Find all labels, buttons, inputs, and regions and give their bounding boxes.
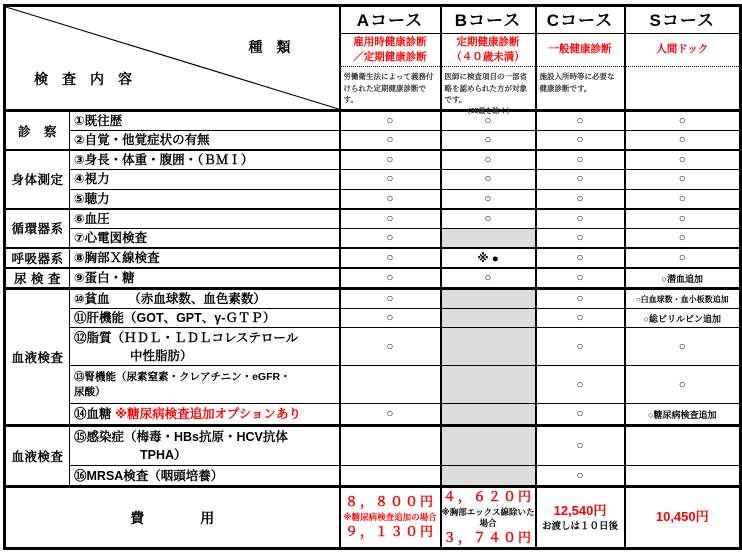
cell-b: ○ xyxy=(441,189,536,209)
table-row-16 xyxy=(5,466,741,487)
course-a-description: 労働衛生法によって義務付けられた定期健康診断です。 xyxy=(343,72,434,105)
cell-b-shaded xyxy=(441,404,536,426)
cell-a xyxy=(340,426,441,466)
cell-c: ○ xyxy=(536,248,625,268)
cell-s: ○ xyxy=(625,111,741,131)
category-kokyukikei: 呼吸器系 xyxy=(5,248,70,268)
course-b-header xyxy=(441,6,536,115)
cell-a: ○ xyxy=(340,309,441,328)
fee-c-price: 12,540円 xyxy=(553,502,607,518)
table-row-10 xyxy=(5,289,741,309)
exam-item-label: ⑪肝機能（GOT、GPT、γ-ＧＴＰ） xyxy=(70,309,340,328)
table-row-15 xyxy=(5,426,741,466)
fee-c-note: お渡しは１０日後 xyxy=(541,520,618,532)
exam-item-label: ⑧胸部Ｘ線検査 xyxy=(70,248,340,268)
fee-course-s xyxy=(625,487,741,549)
cell-a: ○ xyxy=(340,248,441,268)
cell-b: ○ xyxy=(441,209,536,229)
course-b-subtitle: 定期健康診断 （４０歳未満） xyxy=(442,34,535,67)
course-s-name: Sコース xyxy=(626,7,740,34)
cell-a: ○ xyxy=(340,150,441,170)
exam-item-label: ③身長・体重・腹囲・（ＢＭＩ） xyxy=(70,150,340,170)
cell-a xyxy=(340,366,441,404)
exam-item-label: ⑦心電図検査 xyxy=(70,228,340,248)
course-b-description-note: （35歳を除く） xyxy=(463,107,514,115)
exam-item-label: ⑥血圧 xyxy=(70,209,340,229)
table-row-2 xyxy=(5,131,741,151)
cell-b-shaded xyxy=(441,228,536,248)
fee-b-note: ※胸部エックス線除いた場合 xyxy=(441,506,535,528)
course-s-header xyxy=(625,6,741,111)
exam-item-label: ⑫脂質（ＨＤＬ・ＬＤＬコレステロール 中性脂肪） xyxy=(70,328,340,366)
fee-b-price: ４，６２０円 xyxy=(442,488,533,504)
cell-s: ○ xyxy=(625,189,741,209)
fee-row xyxy=(5,487,741,549)
cell-a xyxy=(340,466,441,487)
cell-a: ○ xyxy=(340,268,441,289)
fee-row-label: 費 用 xyxy=(5,487,340,549)
category-ketsueki-kensa-1: 血液検査 xyxy=(5,289,70,426)
cell-b-shaded xyxy=(441,309,536,328)
cell-b: ○ xyxy=(441,268,536,289)
cell-a: ○ xyxy=(340,228,441,248)
cell-b-shaded xyxy=(441,328,536,366)
table-row-14 xyxy=(5,404,741,426)
exam-item-label: ⑩貧血 （赤血球数、血色素数） xyxy=(70,289,340,309)
cell-b-shaded xyxy=(441,466,536,487)
fee-course-c xyxy=(536,487,625,549)
category-ketsueki-kensa-2: 血液検査 xyxy=(5,426,70,487)
cell-c: ○ xyxy=(536,131,625,151)
exam-item-label: ④視力 xyxy=(70,170,340,189)
category-shintai-sokutei: 身体測定 xyxy=(5,150,70,208)
table-row-5 xyxy=(5,189,741,209)
cell-b: ※ ● xyxy=(441,248,536,268)
cell-a: ○ xyxy=(340,131,441,151)
cell-s: ○ xyxy=(625,131,741,151)
course-c-header xyxy=(536,6,625,111)
course-a-subtitle: 雇用時健康診断 ／定期健康診断 xyxy=(341,34,440,67)
cell-c: ○ xyxy=(536,309,625,328)
fee-course-a xyxy=(340,487,441,549)
cell-c: ○ xyxy=(536,209,625,229)
cell-b-shaded xyxy=(441,426,536,466)
course-s-subtitle: 人間ドック xyxy=(626,34,740,67)
category-junkankikei: 循環器系 xyxy=(5,209,70,248)
cell-s: ○ xyxy=(625,170,741,189)
cell-s-note: ○潜血追加 xyxy=(625,268,741,289)
cell-s-note: ○白血球数・血小板数追加 xyxy=(625,289,741,309)
table-row-6 xyxy=(5,209,741,229)
cell-s: ○ xyxy=(625,328,741,366)
exam-item-label: ⑤聴力 xyxy=(70,189,340,209)
exam-item-label: ②自覚・他覚症状の有無 xyxy=(70,131,340,151)
diabetes-option-note: ※糖尿病検査追加オプションあり xyxy=(114,407,302,422)
course-s-description xyxy=(626,67,740,109)
cell-c: ○ xyxy=(536,404,625,426)
course-c-name: Cコース xyxy=(537,7,624,34)
table-row-11 xyxy=(5,309,741,328)
cell-s: ○ xyxy=(625,228,741,248)
exam-item-label: ①既往歴 xyxy=(70,111,340,131)
fee-b-price-alt: ３，７４０円 xyxy=(442,529,533,545)
cell-s: ○ xyxy=(625,366,741,404)
header-row xyxy=(5,6,741,111)
cell-b-shaded xyxy=(441,366,536,404)
exam-item-label: ⑨蛋白・糖 xyxy=(70,268,340,289)
table-row-13 xyxy=(5,366,741,404)
cell-a: ○ xyxy=(340,170,441,189)
table-row-3 xyxy=(5,150,741,170)
cell-b-shaded xyxy=(441,289,536,309)
table-row-7 xyxy=(5,228,741,248)
cell-s: ○ xyxy=(625,150,741,170)
cell-s-note: ○糖尿病検査追加 xyxy=(625,404,741,426)
cell-a: ○ xyxy=(340,189,441,209)
course-a-header xyxy=(340,6,441,111)
table-row-8 xyxy=(5,248,741,268)
course-c-description: 施設入所時等に必要な健康診断です。 xyxy=(539,72,615,93)
cell-a: ○ xyxy=(340,289,441,309)
cell-a: ○ xyxy=(340,404,441,426)
diagonal-line xyxy=(6,7,339,109)
cell-c: ○ xyxy=(536,150,625,170)
category-shinsatsu: 診 察 xyxy=(5,111,70,151)
cell-s xyxy=(625,426,741,466)
cell-c: ○ xyxy=(536,228,625,248)
fee-a-note: ※糖尿病検査追加の場合 xyxy=(343,512,437,523)
cell-c: ○ xyxy=(536,366,625,404)
cell-c: ○ xyxy=(536,170,625,189)
cell-c: ○ xyxy=(536,426,625,466)
cell-a: ○ xyxy=(340,111,441,131)
fee-a-price-alt: ９，１３０円 xyxy=(344,524,435,540)
cell-c: ○ xyxy=(536,466,625,487)
fee-a-price: ８，８００円 xyxy=(344,494,435,510)
fee-course-b xyxy=(441,487,536,549)
cell-s xyxy=(625,466,741,487)
cell-c: ○ xyxy=(536,268,625,289)
cell-c: ○ xyxy=(536,189,625,209)
course-c-subtitle: 一般健康診断 xyxy=(537,34,624,67)
cell-c: ○ xyxy=(536,328,625,366)
cell-b: ○ xyxy=(441,150,536,170)
fee-s-price: 10,450円 xyxy=(655,509,709,525)
course-a-name: Aコース xyxy=(341,7,440,34)
cell-s-note: ○総ビリルビン追加 xyxy=(625,309,741,328)
cell-b: ○ xyxy=(441,131,536,151)
cell-b: ○ xyxy=(441,170,536,189)
exam-item-label: ⑭血糖 ※糖尿病検査追加オプションあり xyxy=(70,404,340,426)
category-nyokensa: 尿 検 査 xyxy=(5,268,70,289)
cell-b: ○ xyxy=(441,111,536,131)
table-row-4 xyxy=(5,170,741,189)
course-b-description: 医師に検査項目の一部省略を認められた方が対象です。 （35歳を除く） xyxy=(442,67,535,109)
corner-cell xyxy=(5,6,340,111)
cell-c: ○ xyxy=(536,111,625,131)
cell-s: ○ xyxy=(625,209,741,229)
exam-item-label: ⑬腎機能（尿素窒素・クレアチニン・eGFR・ 尿酸） xyxy=(70,366,340,404)
kind-label: 種 類 xyxy=(248,39,291,55)
course-b-name: Bコース xyxy=(442,7,535,34)
health-checkup-course-table xyxy=(3,4,742,550)
cell-a: ○ xyxy=(340,209,441,229)
table-row-1 xyxy=(5,111,741,131)
content-label: 検 査 内 容 xyxy=(34,71,132,87)
cell-a: ○ xyxy=(340,328,441,366)
table-row-12 xyxy=(5,328,741,366)
cell-s: ○ xyxy=(625,248,741,268)
exam-item-label: ⑯MRSA検査（咽頭培養） xyxy=(70,466,340,487)
exam-item-label: ⑮感染症（梅毒・HBs抗原・HCV抗体 TPHA） xyxy=(70,426,340,466)
cell-c: ○ xyxy=(536,289,625,309)
table-row-9 xyxy=(5,268,741,289)
